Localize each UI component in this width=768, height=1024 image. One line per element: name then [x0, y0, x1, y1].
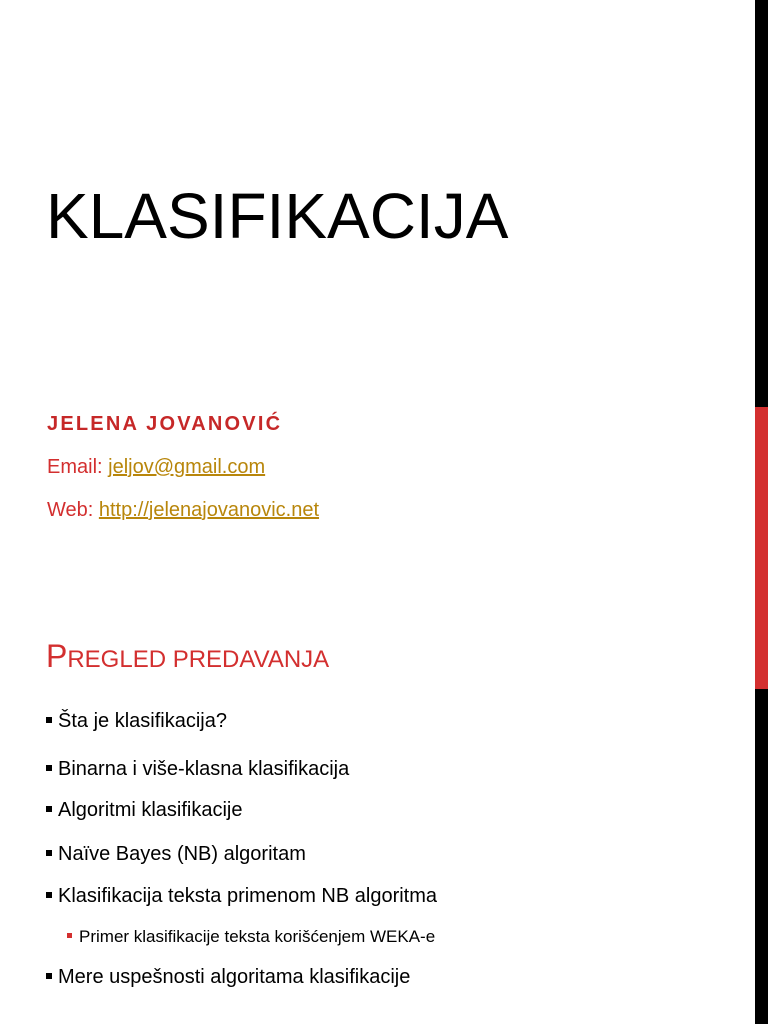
list-item-text: Šta je klasifikacija?: [58, 710, 227, 732]
bullet-square-icon: [46, 806, 52, 812]
list-item-sub: [67, 923, 435, 951]
list-item-text: Primer klasifikacije teksta korišćenjem WEKA-e: [79, 927, 436, 946]
list-item: [46, 840, 306, 868]
email-link[interactable]: jeljov@gmail.com: [108, 456, 266, 478]
list-item-text: Mere uspešnosti algoritama klasifikacije: [58, 966, 411, 988]
bullet-square-icon: [67, 933, 72, 938]
author-name: JELENA JOVANOVIĆ: [47, 413, 283, 435]
web-link[interactable]: http://jelenajovanovic.net: [98, 499, 320, 521]
email-label: Email:: [47, 456, 109, 478]
contact-email: [47, 454, 265, 480]
list-item-text: Binarna i više-klasna klasifikacija: [58, 758, 350, 780]
bullet-square-icon: [46, 892, 52, 898]
web-label: Web:: [47, 499, 99, 521]
section-title-rest: REGLED PREDAVANJA: [67, 646, 330, 673]
bullet-square-icon: [46, 850, 52, 856]
list-item-text: Naïve Bayes (NB) algoritam: [58, 843, 306, 865]
right-sidebar-accent: [755, 407, 768, 689]
section-title: [46, 634, 329, 682]
bullet-square-icon: [46, 765, 52, 771]
section-title-initial: P: [46, 638, 68, 674]
bullet-square-icon: [46, 717, 52, 723]
list-item: [46, 963, 410, 991]
slide-title: KLASIFIKACIJA: [46, 180, 509, 252]
list-item: [46, 882, 437, 910]
list-item: [46, 796, 243, 824]
list-item: [46, 707, 227, 735]
bullet-square-icon: [46, 973, 52, 979]
list-item-text: Algoritmi klasifikacije: [58, 799, 243, 821]
list-item-text: Klasifikacija teksta primenom NB algoritma: [58, 885, 438, 907]
list-item: [46, 755, 349, 783]
contact-web: [47, 497, 319, 523]
